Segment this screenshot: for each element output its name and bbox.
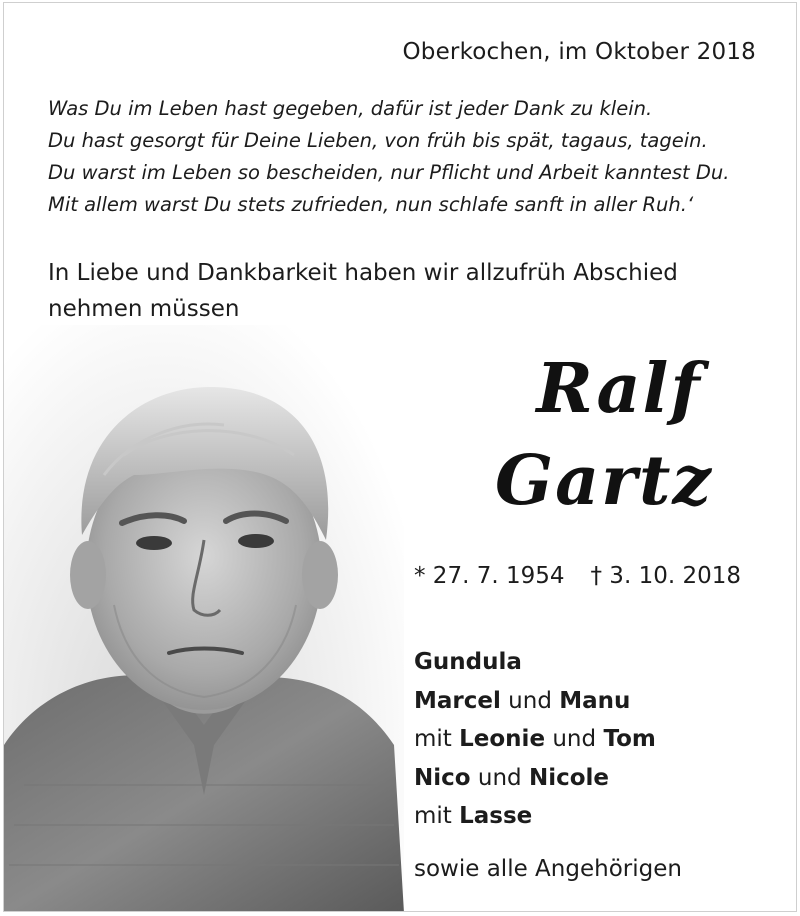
intro-line-1: In Liebe und Dankbarkeit haben wir allzufrüh Abschied	[48, 260, 678, 286]
prefix: mit	[414, 803, 460, 829]
portrait-photo	[4, 325, 404, 912]
last-name: Gartz	[495, 441, 713, 521]
first-name: Ralf	[536, 349, 702, 429]
portrait-illustration	[4, 325, 404, 912]
memorial-poem	[48, 93, 768, 221]
family-member: Manu	[559, 687, 631, 714]
closing-relatives: sowie alle Angehörigen	[414, 855, 682, 882]
place-date: Oberkochen, im Oktober 2018	[402, 39, 756, 65]
conjunction: und	[545, 726, 604, 752]
poem-line-1: Was Du im Leben hast gegeben, dafür ist jeder Dank zu klein.	[48, 97, 653, 120]
conjunction: und	[500, 687, 560, 714]
intro-line-2: nehmen müssen	[48, 296, 240, 322]
family-line-5	[414, 797, 774, 836]
family-member: Tom	[603, 726, 656, 752]
family-member: Nico	[414, 764, 471, 791]
intro-text	[48, 255, 768, 327]
poem-line-2: Du hast gesorgt für Deine Lieben, von früh bis spät, tagaus, tagein.	[48, 129, 708, 152]
poem-line-4: Mit allem warst Du stets zufrieden, nun schlafe sanft in aller Ruh.‘	[48, 193, 694, 216]
poem-line-3: Du warst im Leben so bescheiden, nur Pflicht und Arbeit kanntest Du.	[48, 161, 730, 184]
family-member: Nicole	[528, 764, 610, 791]
family-member: Leonie	[459, 726, 546, 752]
family-member: Gundula	[414, 649, 522, 675]
deceased-name	[444, 343, 764, 527]
family-member: Marcel	[414, 687, 501, 714]
obituary-notice	[3, 2, 797, 912]
family-line-4	[414, 759, 774, 798]
death-date: † 3. 10. 2018	[590, 563, 741, 589]
family-member: Lasse	[459, 803, 533, 829]
family-line-1	[414, 643, 774, 682]
family-list	[414, 643, 774, 888]
birth-date: * 27. 7. 1954	[414, 563, 565, 589]
conjunction: und	[470, 764, 529, 791]
family-line-3	[414, 720, 774, 759]
prefix: mit	[414, 726, 460, 752]
family-line-2	[414, 682, 774, 721]
life-dates	[414, 563, 764, 589]
